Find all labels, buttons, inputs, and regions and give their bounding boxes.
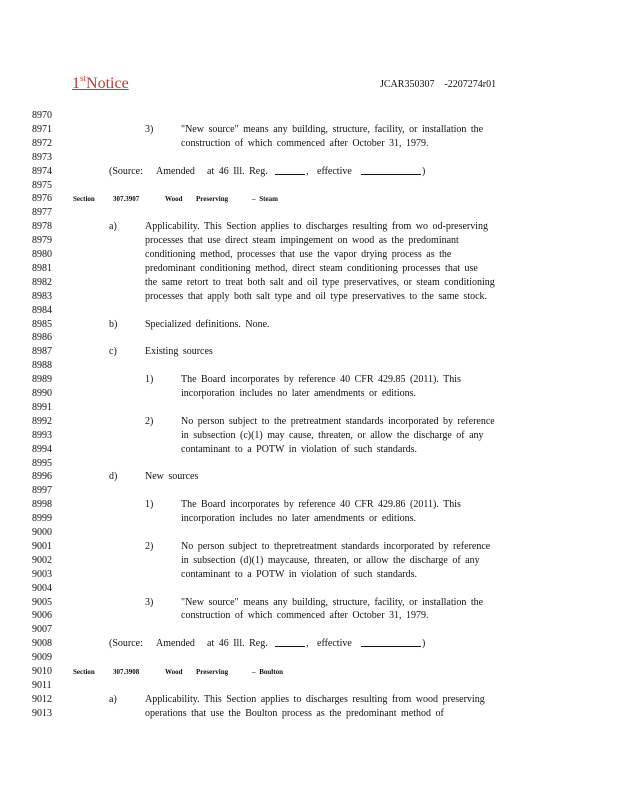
document-line: [0, 665, 618, 679]
line-text: Applicability. This Section applies to discharges resulting from wo od-preserving: [145, 221, 489, 233]
section-title-3: – Steam: [252, 195, 278, 204]
line-text: construction of which commenced after October 31, 1979.: [181, 610, 429, 622]
line-number: 9013: [32, 707, 52, 719]
line-number: 8988: [32, 360, 52, 372]
line-number: 8975: [32, 179, 52, 191]
document-line: [0, 554, 618, 568]
section-title-1: Wood: [165, 195, 183, 204]
line-text: Existing sources: [145, 346, 213, 358]
document-line: [0, 165, 618, 179]
item-label: 3): [145, 123, 154, 135]
line-text: The Board incorporates by reference 40 CFR 429.85 (2011). This: [181, 374, 461, 386]
document-line: [0, 206, 618, 220]
document-line: [0, 498, 618, 512]
document-line: [0, 568, 618, 582]
line-number: 8989: [32, 374, 52, 386]
document-line: [0, 457, 618, 471]
document-line: [0, 290, 618, 304]
document-line: [0, 484, 618, 498]
line-text: contaminant to a POTW in violation of such standards.: [181, 443, 418, 455]
register-page-blank: [275, 637, 305, 651]
line-number: 8996: [32, 471, 52, 483]
line-number: 8983: [32, 290, 52, 302]
line-number: 8971: [32, 123, 52, 135]
line-number: 8992: [32, 415, 52, 427]
document-line: [0, 651, 618, 665]
line-text: conditioning method, processes that use the vapor drying process as the: [145, 249, 452, 260]
line-number: 8993: [32, 429, 52, 441]
line-number: 9007: [32, 624, 52, 636]
document-line: [0, 109, 618, 123]
document-line: [0, 179, 618, 193]
section-number: 307.3907: [113, 195, 140, 204]
document-line: [0, 373, 618, 387]
document-line: [0, 123, 618, 137]
document-line: [0, 331, 618, 345]
item-label: 2): [145, 540, 154, 552]
line-number: 8974: [32, 165, 52, 177]
document-line: [0, 526, 618, 540]
section-word: Section: [73, 195, 95, 204]
line-number: 8978: [32, 221, 52, 233]
document-line: [0, 151, 618, 165]
effective-date-blank: [361, 165, 421, 179]
line-number: 8990: [32, 388, 52, 399]
line-number: 9000: [32, 527, 52, 538]
document-line: [0, 582, 618, 596]
document-line: [0, 512, 618, 526]
document-line: [0, 192, 618, 206]
source-comma: ,: [306, 165, 309, 177]
line-number: 8970: [32, 110, 52, 121]
line-text: in subsection (d)(1) maycause, threaten, or allow the discharge of any: [181, 554, 480, 566]
line-number: 9002: [32, 554, 52, 566]
source-open: (Source:: [109, 165, 143, 177]
section-word: Section: [73, 668, 95, 676]
line-number: 9009: [32, 652, 52, 664]
source-close: ): [422, 165, 426, 177]
line-number: 8991: [32, 401, 52, 413]
item-label: c): [109, 346, 117, 358]
item-label: d): [109, 471, 118, 483]
line-number: 8972: [32, 137, 52, 149]
line-number: 8980: [32, 249, 52, 260]
line-number: 9003: [32, 568, 52, 580]
document-line: [0, 220, 618, 234]
document-line: [0, 318, 618, 332]
line-text: construction of which commenced after October 31, 1979.: [181, 137, 429, 149]
line-text: No person subject to thepretreatment standards incorporated by reference: [181, 540, 491, 552]
line-number: 8977: [32, 207, 52, 219]
line-text: No person subject to the pretreatment standards incorporated by reference: [181, 415, 495, 427]
document-line: [0, 596, 618, 610]
document-line: [0, 679, 618, 693]
line-number: 9010: [32, 666, 52, 677]
item-label: 1): [145, 374, 154, 386]
line-number: 8976: [32, 193, 52, 205]
line-number: 8995: [32, 457, 52, 469]
line-number: 8985: [32, 318, 52, 330]
document-line: [0, 304, 618, 318]
notice-heading: 1stNotice: [72, 73, 129, 92]
document-line: [0, 359, 618, 373]
line-number: 8994: [32, 443, 52, 455]
item-label: b): [109, 318, 118, 330]
line-text: operations that use the Boulton process as the predominant method of: [145, 707, 444, 719]
document-line: [0, 623, 618, 637]
document-line: [0, 707, 618, 721]
line-text: incorporation includes no later amendments or editions.: [181, 513, 416, 525]
section-title-1: Wood: [165, 668, 183, 676]
item-label: a): [109, 221, 117, 233]
line-number: 8973: [32, 151, 52, 163]
source-effective: effective: [317, 638, 352, 650]
line-number: 8997: [32, 485, 52, 497]
line-number: 8986: [32, 332, 52, 344]
line-number: 8984: [32, 304, 52, 316]
line-text: "New source" means any building, structure, facility, or installation the: [181, 123, 484, 135]
line-number: 9011: [32, 679, 52, 691]
line-text: incorporation includes no later amendments or editions.: [181, 388, 416, 399]
line-text: the same retort to treat both salt and oil type preservatives, or steam conditioning: [145, 276, 495, 288]
source-register: at 46 Ill. Reg.: [207, 638, 268, 650]
item-label: 2): [145, 415, 154, 427]
line-number: 8981: [32, 262, 52, 274]
document-line: [0, 429, 618, 443]
line-number: 8987: [32, 346, 52, 358]
source-effective: effective: [317, 165, 352, 177]
line-text: "New source" means any building, structure, facility, or installation the: [181, 596, 484, 608]
jcar-reference: JCAR350307 -2207274r01: [380, 79, 497, 90]
line-text: in subsection (c)(1) may cause, threaten, or allow the discharge of any: [181, 429, 484, 441]
document-line: [0, 276, 618, 290]
register-page-blank: [275, 165, 305, 179]
line-number: 9004: [32, 582, 52, 594]
line-number: 8979: [32, 235, 52, 247]
document-line: [0, 248, 618, 262]
line-text: contaminant to a POTW in violation of such standards.: [181, 568, 418, 580]
line-number: 9001: [32, 540, 52, 552]
section-number: 307.3908: [113, 668, 140, 676]
line-number: 9006: [32, 610, 52, 622]
document-line: [0, 137, 618, 151]
document-line: [0, 401, 618, 415]
line-number: 8998: [32, 499, 52, 511]
line-number: 9012: [32, 693, 52, 705]
document-line: [0, 234, 618, 248]
effective-date-blank: [361, 637, 421, 651]
section-title-2: Preserving: [196, 195, 229, 204]
source-register: at 46 Ill. Reg.: [207, 165, 268, 177]
section-title-3: – Boulton: [252, 668, 283, 676]
document-line: [0, 387, 618, 401]
document-line: [0, 693, 618, 707]
source-comma: ,: [306, 638, 309, 650]
line-text: New sources: [145, 471, 199, 483]
document-line: [0, 470, 618, 484]
line-text: Specialized definitions. None.: [145, 318, 270, 330]
line-number: 8999: [32, 513, 52, 525]
line-text: predominant conditioning method, direct steam conditioning processes that use: [145, 262, 478, 274]
document-line: [0, 540, 618, 554]
document-line: [0, 609, 618, 623]
line-number: 9008: [32, 638, 52, 650]
document-line: [0, 345, 618, 359]
document-line: [0, 637, 618, 651]
line-number: 8982: [32, 276, 52, 288]
line-text: processes that apply both salt type and oil type preservatives to the same stock.: [145, 290, 488, 302]
item-label: 3): [145, 596, 154, 608]
line-number: 9005: [32, 596, 52, 608]
line-text: processes that use direct steam impingement on wood as the predominant: [145, 235, 459, 247]
item-label: a): [109, 693, 117, 705]
source-amended: Amended: [156, 165, 195, 177]
source-open: (Source:: [109, 638, 143, 650]
document-line: [0, 415, 618, 429]
source-close: ): [422, 638, 426, 650]
document-line: [0, 443, 618, 457]
document-line: [0, 262, 618, 276]
line-text: Applicability. This Section applies to discharges resulting from wood preserving: [145, 693, 485, 705]
source-amended: Amended: [156, 638, 195, 650]
section-title-2: Preserving: [196, 668, 229, 676]
item-label: 1): [145, 499, 154, 511]
line-text: The Board incorporates by reference 40 CFR 429.86 (2011). This: [181, 499, 461, 511]
